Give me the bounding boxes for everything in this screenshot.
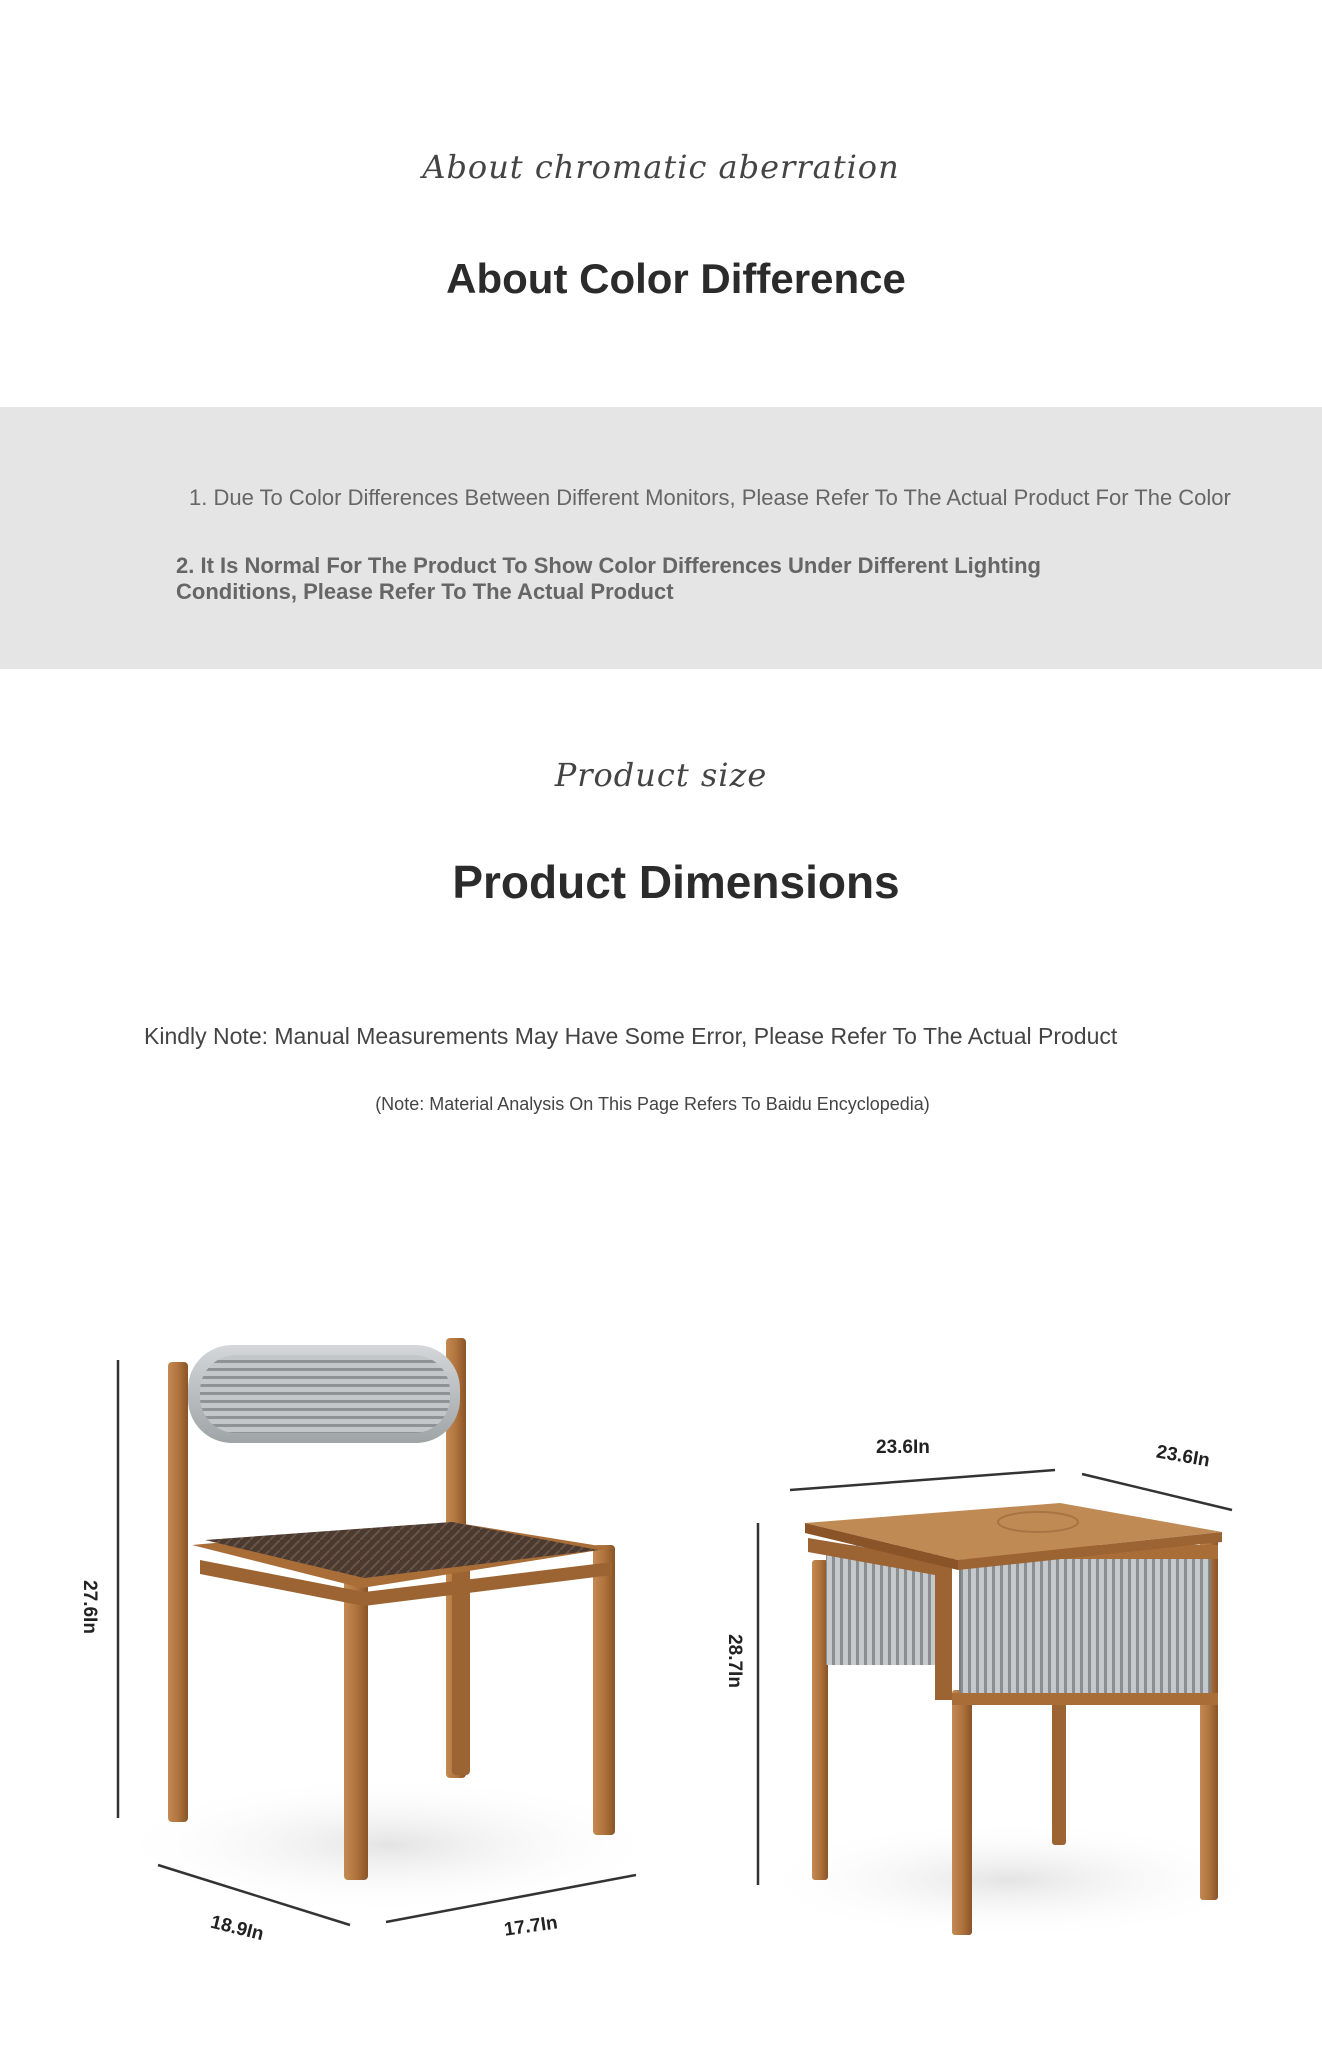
table-depth-label: 23.6In bbox=[1154, 1441, 1212, 1472]
chair-image bbox=[110, 1338, 670, 1915]
chair-depth-label: 18.9In bbox=[208, 1911, 266, 1946]
table-height-label: 28.7In bbox=[723, 1634, 745, 1688]
color-note-2: 2. It Is Normal For The Product To Show Color Differences Under Different Lighting Conditions, Please Refer To The Actual Product bbox=[176, 553, 1041, 604]
color-note-1: 1. Due To Color Differences Between Different Monitors, Please Refer To The Actual Product For The Color bbox=[189, 485, 1231, 510]
table-image bbox=[750, 1503, 1270, 1940]
material-note: (Note: Material Analysis On This Page Refers To Baidu Encyclopedia) bbox=[375, 1094, 930, 1114]
chair-height-label: 27.6In bbox=[78, 1580, 100, 1634]
size-heading: Product Dimensions bbox=[452, 856, 900, 908]
kindly-note: Kindly Note: Manual Measurements May Have Some Error, Please Refer To The Actual Product bbox=[144, 1023, 1118, 1049]
table-width-label: 23.6In bbox=[876, 1437, 930, 1458]
color-heading: About Color Difference bbox=[446, 255, 906, 302]
chair-width-label: 17.7In bbox=[502, 1912, 560, 1941]
size-script-title: Product size bbox=[554, 756, 768, 794]
color-script-title: About chromatic aberration bbox=[422, 148, 900, 186]
